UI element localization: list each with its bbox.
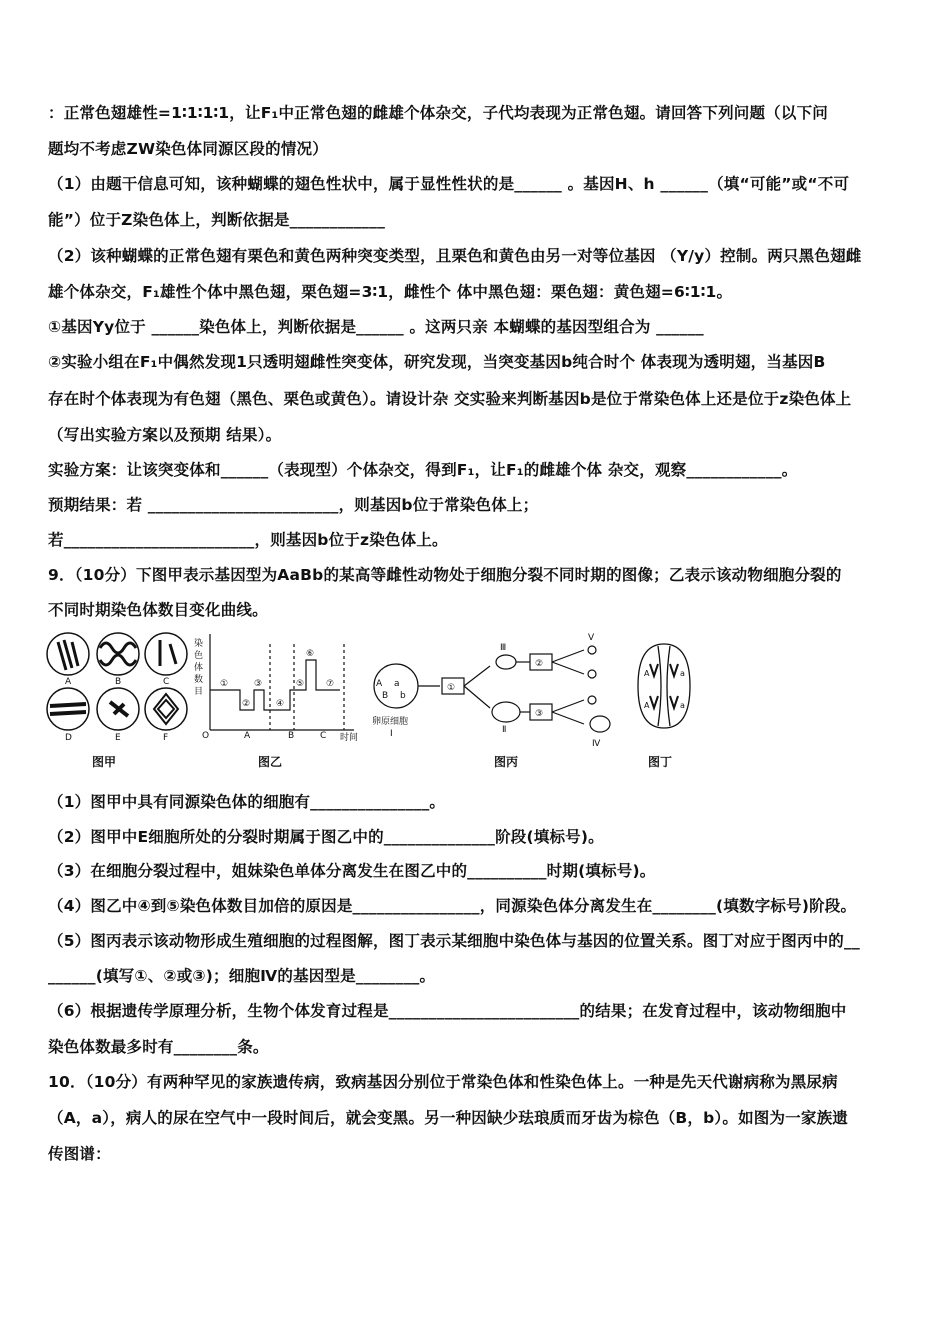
graph-xtick: O xyxy=(202,731,210,741)
text-line: （A，a），病人的尿在空气中一段时间后，就会变黑。另一种因缺少珐琅质而牙齿为棕色（B，b）。如图为一家族遗 xyxy=(48,1109,848,1127)
text-line: （1）由题干信息可知，该种蝴蝶的翅色性状中，属于显性性状的是______ 。基因H、h ______（填“可能”或“不可 xyxy=(48,175,850,193)
text-line: （4）图乙中④到⑤染色体数目加倍的原因是________________，同源染色体分离发生在________(填数字标号)阶段。 xyxy=(48,897,857,915)
text-line: 雄个体杂交，F₁雄性个体中黑色翅，栗色翅=3∶1，雌性个 体中黑色翅：栗色翅：黄色翅=6∶1∶1。 xyxy=(48,283,733,301)
text-line: 题均不考虑ZW染色体同源区段的情况） xyxy=(48,140,328,158)
ding-gene: a xyxy=(680,669,685,678)
figure-captions xyxy=(92,754,672,769)
graph-xtick: B xyxy=(288,731,295,741)
text-line: 染色体数最多时有________条。 xyxy=(48,1038,269,1056)
graph-phase: ⑥ xyxy=(306,649,315,659)
figure-panel xyxy=(44,624,904,774)
graph-ylabel: 数 xyxy=(194,675,204,685)
text-line: 传图谱： xyxy=(48,1145,111,1163)
bing-gene: a xyxy=(394,679,400,689)
graph-ylabel: 色 xyxy=(194,651,204,661)
text-line: （6）根据遗传学原理分析，生物个体发育过程是________________________的结果；在发育过程中，该动物细胞中 xyxy=(48,1002,847,1020)
bing-label: Ⅲ xyxy=(500,643,507,653)
text-line: 实验方案：让该突变体和______（表现型）个体杂交，得到F₁，让F₁的雌雄个体 杂交，观察____________。 xyxy=(48,461,798,479)
cell-label: D xyxy=(65,733,72,743)
bing-step: ① xyxy=(447,683,456,693)
graph-phase: ② xyxy=(242,699,251,709)
text-line: 预期结果：若 ________________________，则基因b位于常染色体上； xyxy=(48,496,539,514)
ding-gene: a xyxy=(680,701,685,710)
text-line: ②实验小组在F₁中偶然发现1只透明翅雌性突变体，研究发现，当突变基因b纯合时个 体表现为透明翅，当基因B xyxy=(48,353,826,371)
text-line: 9．（10分）下图甲表示基因型为AaBb的某高等雌性动物处于细胞分裂不同时期的图像；乙表示该动物细胞分裂的 xyxy=(48,566,842,584)
bing-label: Ⅳ xyxy=(592,739,601,749)
cell-label: B xyxy=(115,677,122,687)
text-line: 若________________________，则基因b位于z染色体上。 xyxy=(48,531,448,549)
graph-xtick: 时间 xyxy=(340,733,359,743)
graph-xtick: A xyxy=(244,731,251,741)
graph-phase: ③ xyxy=(254,679,263,689)
ding-labels xyxy=(644,669,685,710)
text-line: （5）图丙表示该动物形成生殖细胞的过程图解，图丁表示某细胞中染色体与基因的位置关系。图丁对应于图丙中的__ xyxy=(48,932,860,950)
ding-gene: A xyxy=(644,669,650,678)
graph-ylabel: 染 xyxy=(194,639,204,649)
text-line: （1）图甲中具有同源染色体的细胞有_______________。 xyxy=(48,793,446,811)
graph-phase: ⑦ xyxy=(326,679,335,689)
cell-label: A xyxy=(65,677,72,687)
text-line: （2）图甲中E细胞所处的分裂时期属于图乙中的______________阶段(填标号)。 xyxy=(48,828,604,846)
fig-ding xyxy=(638,644,690,728)
graph-ylabel: 目 xyxy=(194,687,204,697)
text-line: ______(填写①、②或③)；细胞Ⅳ的基因型是________。 xyxy=(48,967,436,985)
text-line: 存在时个体表现为有色翅（黑色、栗色或黄色）。请设计杂 交实验来判断基因b是位于常染色体上还是位于z染色体上 xyxy=(48,390,852,408)
bing-label: Ⅴ xyxy=(588,633,595,643)
cell-label: E xyxy=(115,733,121,743)
ding-gene: A xyxy=(644,701,650,710)
figure-svg xyxy=(44,624,904,774)
bing-labels xyxy=(372,633,601,749)
graph-xtick: C xyxy=(320,731,327,741)
graph-phase: ④ xyxy=(276,699,285,709)
text-line: 能”）位于Z染色体上，判断依据是____________ xyxy=(48,211,386,229)
bing-label: Ⅱ xyxy=(502,725,507,735)
graph-phase: ⑤ xyxy=(296,679,305,689)
caption-bing: 图丙 xyxy=(494,755,519,769)
text-line: （2）该种蝴蝶的正常色翅有栗色和黄色两种突变类型，且栗色和黄色由另一对等位基因 （Y/y）控制。两只黑色翅雌 xyxy=(48,247,862,265)
caption-jia: 图甲 xyxy=(92,755,117,769)
bing-step: ③ xyxy=(535,709,544,719)
caption-yi: 图乙 xyxy=(258,755,283,769)
text-line: （写出实验方案以及预期 结果）。 xyxy=(48,426,282,444)
bing-gene: A xyxy=(376,679,383,689)
text-line: ：正常色翅雄性=1∶1∶1∶1，让F₁中正常色翅的雌雄个体杂交，子代均表现为正常色翅。请回答下列问题（以下问 xyxy=(48,104,828,122)
bing-gene: b xyxy=(400,691,406,701)
bing-gene: B xyxy=(382,691,389,701)
text-line: ①基因Yy位于 ______染色体上，判断依据是______ 。这两只亲 本蝴蝶的基因型组合为 ______ xyxy=(48,318,704,336)
text-line: 10．（10分）有两种罕见的家族遗传病，致病基因分别位于常染色体和性染色体上。一种是先天代谢病称为黑尿病 xyxy=(48,1073,838,1091)
text-line: （3）在细胞分裂过程中，姐妹染色单体分离发生在图乙中的__________时期(填标号)。 xyxy=(48,862,656,880)
graph-phase: ① xyxy=(220,679,229,689)
bing-step: ② xyxy=(535,659,544,669)
cell-label: C xyxy=(163,677,170,687)
caption-ding: 图丁 xyxy=(648,755,673,769)
bing-label: Ⅰ xyxy=(390,729,393,739)
cell-label: F xyxy=(163,733,169,743)
graph-ylabel: 体 xyxy=(194,663,204,673)
text-line: 不同时期染色体数目变化曲线。 xyxy=(48,601,268,619)
fig-bing xyxy=(374,646,610,732)
bing-label: 卵原细胞 xyxy=(372,717,409,727)
